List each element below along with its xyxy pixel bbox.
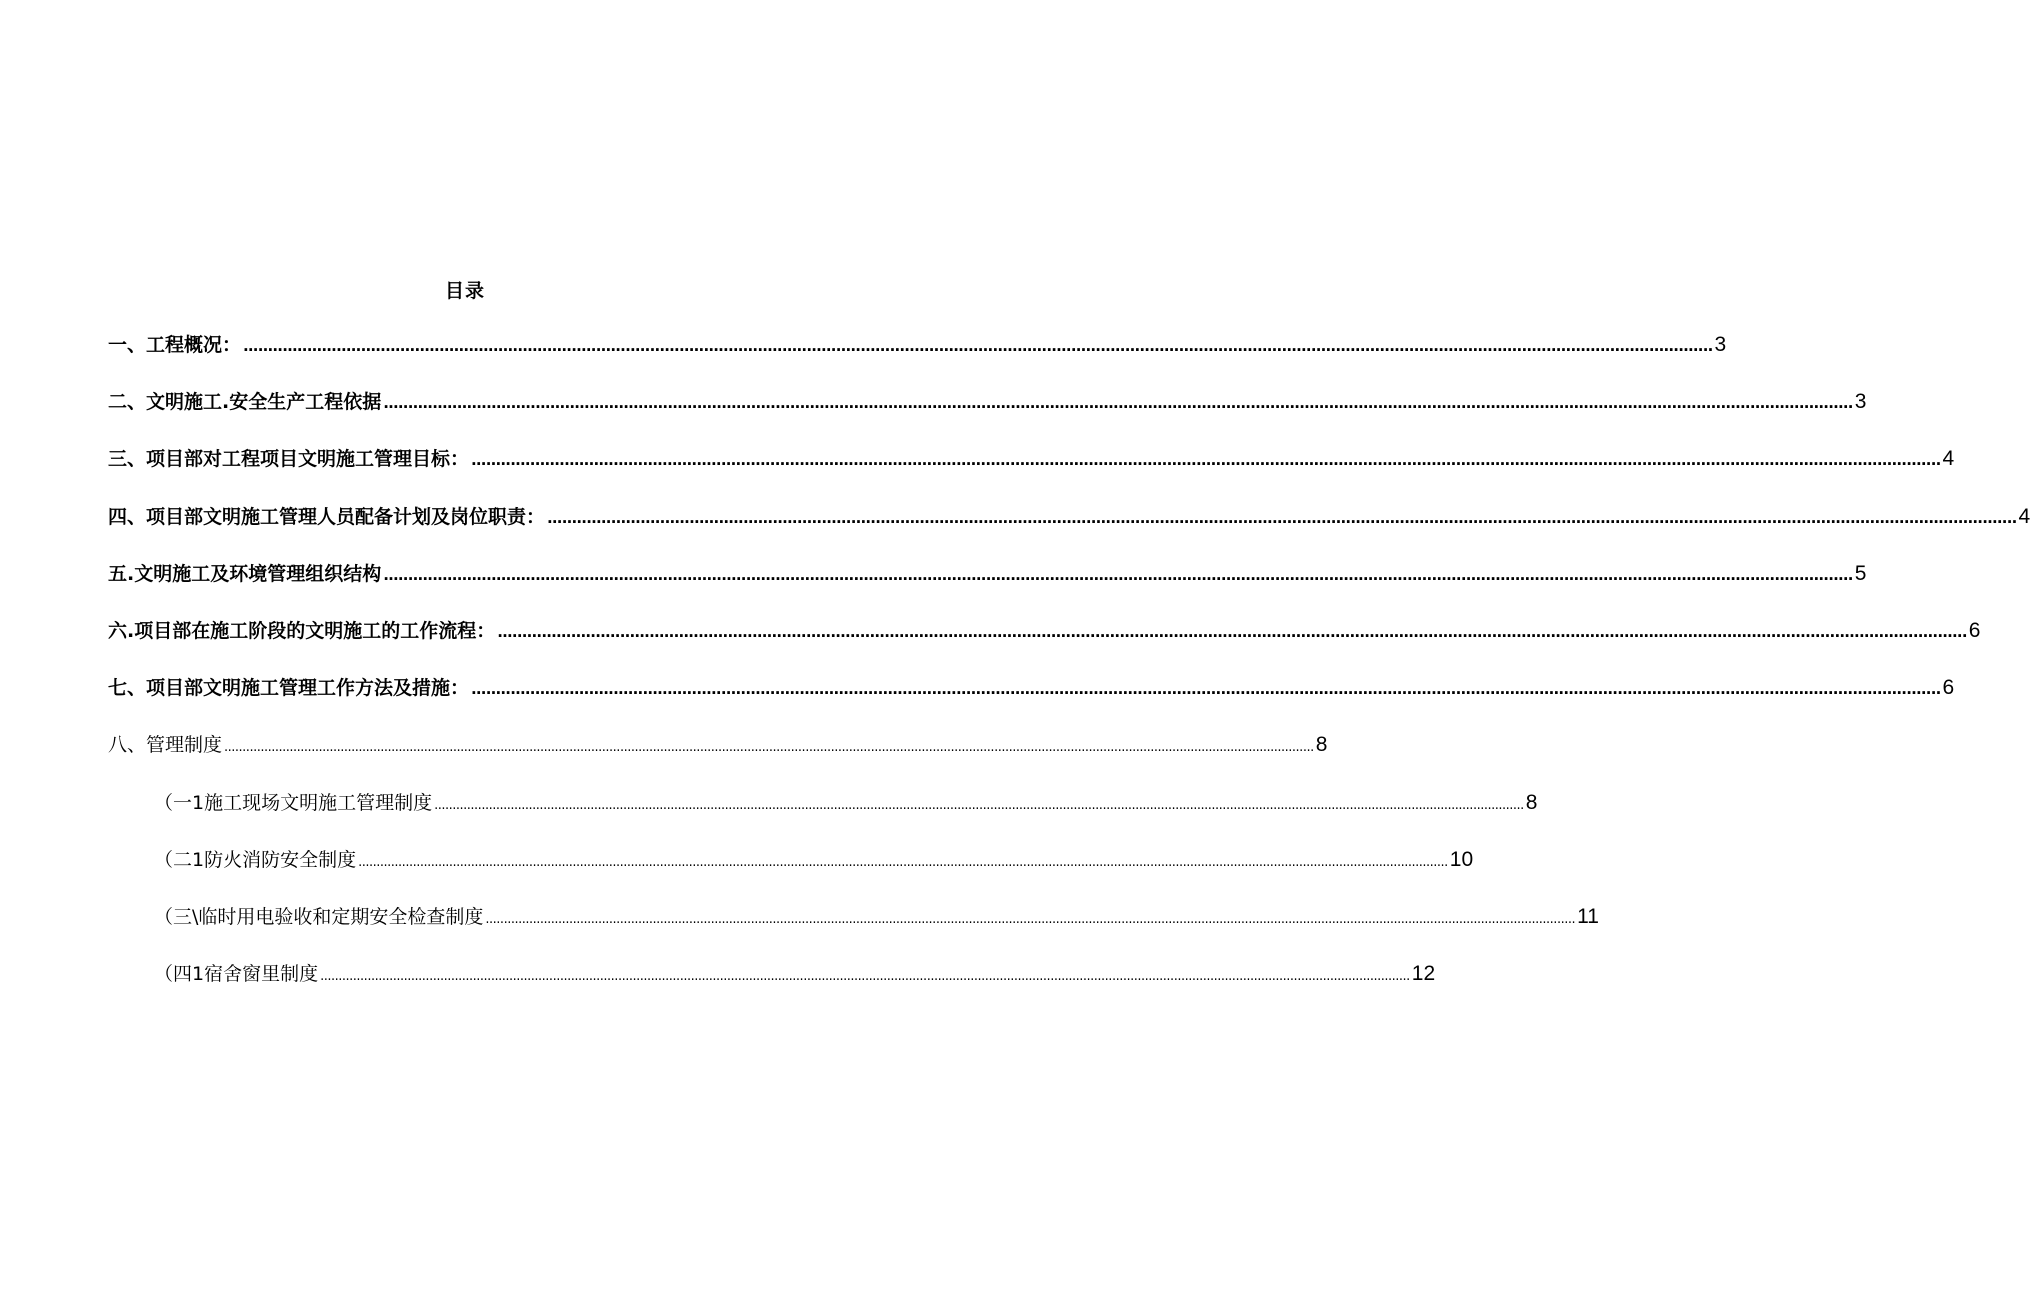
toc-leader-dots: ............................................................................................................................................................................................................................................................................................................ — [497, 622, 1967, 641]
toc-entry-page: 3 — [1714, 333, 1727, 356]
toc-entry-page: 8 — [1315, 733, 1328, 757]
toc-leader-dots: ............................................................................................................................................................................................................................................................................................................ — [358, 854, 1448, 870]
toc-title: 目录 — [444, 280, 485, 302]
toc-entry-page: 8 — [1525, 790, 1538, 814]
toc-entry[interactable] — [108, 330, 1727, 387]
toc-entry[interactable] — [108, 502, 2030, 559]
toc-entry[interactable] — [108, 444, 1955, 501]
toc-leader-dots: ............................................................................................................................................................................................................................................................................................................ — [485, 911, 1576, 927]
toc-entry-page: 4 — [2018, 504, 2030, 528]
toc-leader-dots: ............................................................................................................................................................................................................................................................................................................ — [224, 740, 1314, 756]
toc-entry-label: 八、管理制度 — [108, 734, 223, 757]
toc-entry[interactable] — [108, 559, 1867, 616]
toc-leader-dots: ............................................................................................................................................................................................................................................................................................................ — [434, 797, 1524, 813]
toc-entry[interactable] — [108, 673, 1955, 730]
toc-entry-page: 3 — [1854, 390, 1867, 414]
toc-entry[interactable] — [108, 616, 1981, 673]
toc-entry-label: 七、项目部文明施工管理工作方法及措施： — [108, 677, 470, 700]
toc-entry-page: 12 — [1411, 962, 1436, 986]
toc-leader-dots: ............................................................................................................................................................................................................................................................................................................ — [383, 394, 1853, 413]
toc-entry-label: 六.项目部在施工阶段的文明施工的工作流程： — [108, 619, 496, 642]
toc-entry-label: 三、项目部对工程项目文明施工管理目标： — [108, 448, 470, 471]
toc-entry-page: 11 — [1577, 904, 1599, 928]
toc-entry-label: 二、文明施工.安全生产工程依据 — [108, 391, 382, 414]
toc-list — [108, 330, 2030, 1016]
toc-subentry[interactable] — [108, 788, 1538, 845]
toc-leader-dots: ............................................................................................................................................................................................................................................................................................................ — [383, 565, 1853, 584]
toc-subentry[interactable] — [108, 959, 1436, 1016]
toc-leader-dots: ............................................................................................................................................................................................................................................................................................................ — [471, 451, 1941, 470]
toc-leader-dots: ............................................................................................................................................................................................................................................................................................................ — [547, 508, 2017, 527]
toc-leader-dots: ............................................................................................................................................................................................................................................................................................................ — [243, 337, 1713, 355]
toc-leader-dots: ............................................................................................................................................................................................................................................................................................................ — [471, 680, 1941, 699]
toc-entry-page: 4 — [1942, 447, 1955, 471]
toc-entry-page: 6 — [1942, 676, 1955, 700]
toc-entry-label: （四1宿舍窗里制度 — [154, 963, 319, 986]
toc-entry[interactable] — [108, 387, 1867, 444]
toc-entry-label: （三\临时用电验收和定期安全检查制度 — [154, 905, 484, 928]
toc-entry-label: 四、项目部文明施工管理人员配备计划及岗位职责： — [108, 505, 546, 528]
toc-leader-dots: ............................................................................................................................................................................................................................................................................................................ — [320, 969, 1410, 985]
toc-entry-page: 5 — [1854, 561, 1867, 585]
toc-entry-page: 6 — [1968, 618, 1981, 642]
toc-entry-label: 一、工程概况： — [108, 334, 242, 356]
toc-entry-label: （二1防火消防安全制度 — [154, 848, 357, 871]
toc-entry[interactable] — [108, 730, 1328, 787]
toc-subentry[interactable] — [108, 902, 1599, 959]
toc-entry-label: （一1施工现场文明施工管理制度 — [154, 791, 433, 814]
toc-entry-page: 10 — [1449, 847, 1474, 871]
toc-subentry[interactable] — [108, 845, 1474, 902]
toc-entry-label: 五.文明施工及环境管理组织结构 — [108, 562, 382, 585]
